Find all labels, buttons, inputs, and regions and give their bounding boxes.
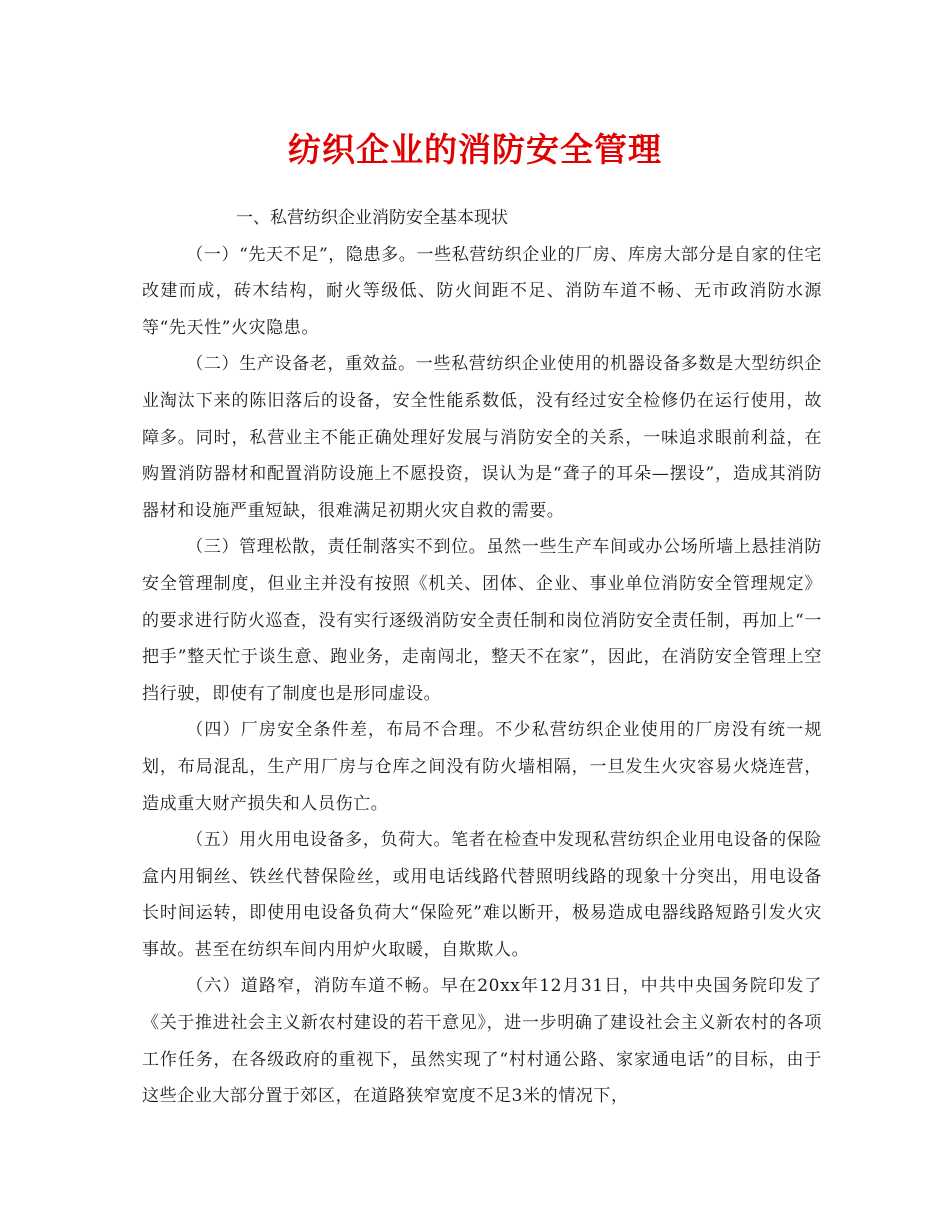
paragraph-4: （四）厂房安全条件差，布局不合理。不少私营纺织企业使用的厂房没有统一规划，布局混乱，生产用厂房与仓库之间没有防火墙相隔，一旦发生火灾容易火烧连营，造成重大财产损失和人员伤亡。 bbox=[142, 720, 822, 814]
section-heading: 一、私营纺织企业消防安全基本现状 bbox=[236, 208, 508, 228]
paragraph-5: （五）用火用电设备多，负荷大。笔者在检查中发现私营纺织企业用电设备的保险盒内用铜丝、铁丝代替保险丝，或用电话线路代替照明线路的现象十分突出，用电设备长时间运转，即使用电设备负荷大“保险死”难以断开，极易造成电器线路短路引发火灾事故。甚至在纺织车间内用炉火取暖，自欺欺人。 bbox=[142, 830, 822, 960]
paragraph-2: （二）生产设备老，重效益。一些私营纺织企业使用的机器设备多数是大型纺织企业淘汰下来的陈旧落后的设备，安全性能系数低，没有经过安全检修仍在运行使用，故障多。同时，私营业主不能正确处理好发展与消防安全的关系，一味追求眼前利益，在购置消防器材和配置消防设施上不愿投资，误认为是“聋子的耳朵—摆设”，造成其消防器材和设施严重短缺，很难满足初期火灾自救的需要。 bbox=[142, 354, 822, 521]
document-body bbox=[142, 200, 822, 1115]
document-title: 纺织企业的消防安全管理 bbox=[288, 130, 662, 169]
paragraph-6: （六）道路窄，消防车道不畅。早在20xx年12月31日，中共中央国务院印发了《关于推进社会主义新农村建设的若干意见》，进一步明确了建设社会主义新农村的各项工作任务，在各级政府的重视下，虽然实现了“村村通公路、家家通电话”的目标，由于这些企业大部分置于郊区，在道路狭窄宽度不足3米的情况下， bbox=[142, 976, 822, 1107]
paragraph-1: （一）“先天不足”，隐患多。一些私营纺织企业的厂房、库房大部分是自家的住宅改建而成，砖木结构，耐火等级低、防火间距不足、消防车道不畅、无市政消防水源等“先天性”火灾隐患。 bbox=[142, 244, 822, 338]
paragraph-3: （三）管理松散，责任制落实不到位。虽然一些生产车间或办公场所墙上悬挂消防安全管理制度，但业主并没有按照《机关、团体、企业、事业单位消防安全管理规定》的要求进行防火巡查，没有实行逐级消防安全责任制和岗位消防安全责任制，再加上“一把手”整天忙于谈生意、跑业务，走南闯北，整天不在家”，因此，在消防安全管理上空挡行驶，即使有了制度也是形同虚设。 bbox=[142, 537, 822, 704]
